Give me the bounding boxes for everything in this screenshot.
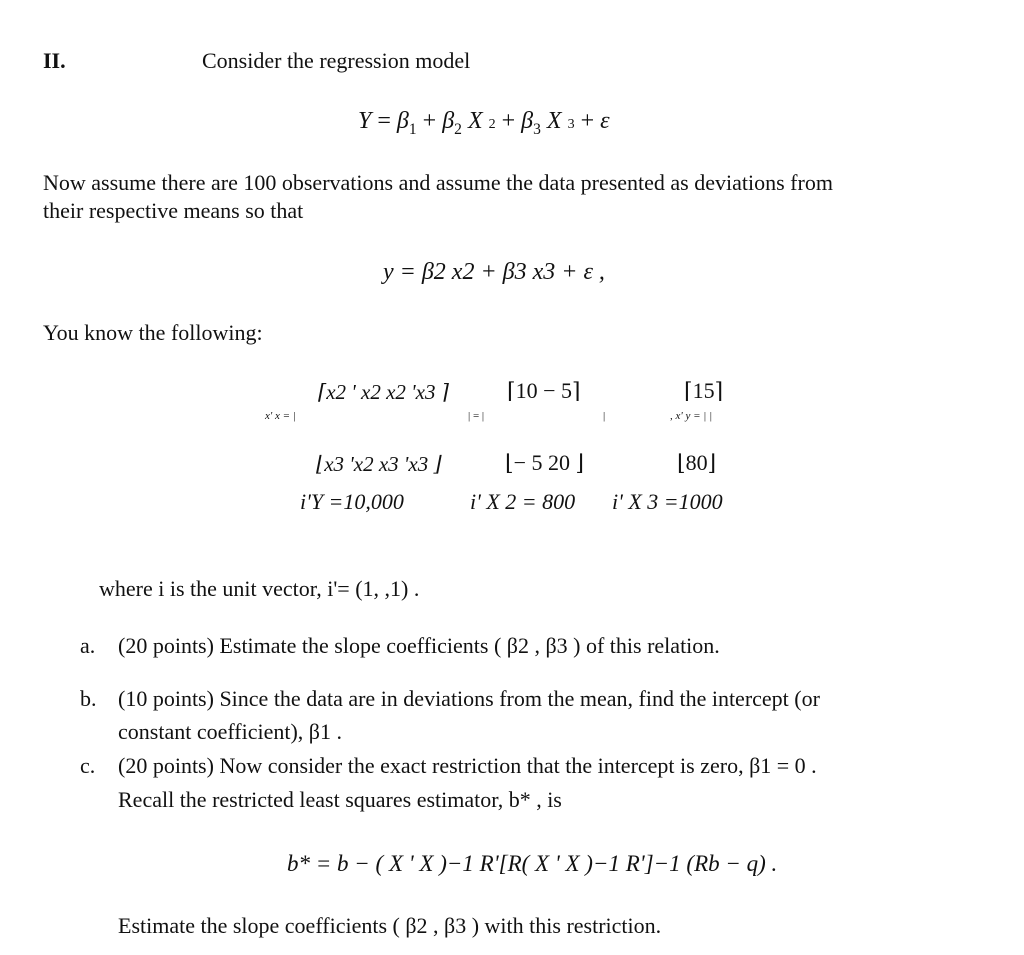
para1-line2: their respective means so that <box>43 198 304 223</box>
para1-line1: Now assume there are 100 observations and assume the data presented as deviations from <box>43 170 833 195</box>
item-c-text2: Recall the restricted least squares estimator, b* , is <box>118 787 562 812</box>
xy-label: , x' y = | | <box>670 410 713 422</box>
matrix-num-row1: ⌈10 − 5⌉ <box>507 378 581 403</box>
item-b-text2: constant coefficient), β1 . <box>118 719 342 744</box>
eq-lhs: Y <box>358 108 372 134</box>
eq-beta2-sub: 2 <box>454 120 462 138</box>
item-c-text: (20 points) Now consider the exact restriction that the intercept is zero, β1 = 0 . <box>118 753 817 778</box>
sum-iy: i'Y =10,000 <box>300 489 404 514</box>
final-line: Estimate the slope coefficients ( β2 , β3 ) with this restriction. <box>118 913 662 938</box>
where-line: where i is the unit vector, i'= (1, ,1) . <box>99 576 420 601</box>
item-a-text: (20 points) Estimate the slope coefficients ( β2 , β3 ) of this relation. <box>118 633 720 658</box>
eq-beta1: β <box>396 108 409 134</box>
eq-beta1-sub: 1 <box>408 120 417 138</box>
eq-x2: X <box>467 108 483 134</box>
item-a-label: a. <box>80 633 96 658</box>
eq-plus1: + <box>422 108 437 134</box>
section-number: II. <box>43 48 66 73</box>
xx-label: x' x = | <box>265 410 296 422</box>
eq-x3: X <box>546 108 562 134</box>
eq-plus2: + <box>501 108 516 134</box>
eq-x2-sub: 2 <box>488 117 496 132</box>
matrix-xx-row1: ⌈x2 ' x2 x2 'x3 ⌉ <box>318 380 449 404</box>
item-b-text: (10 points) Since the data are in deviations from the mean, find the intercept (or <box>118 686 820 711</box>
item-b-label: b. <box>80 686 97 711</box>
matrix-num-bar: | <box>603 410 606 422</box>
sum-ix3: i' X 3 =1000 <box>612 489 723 514</box>
matrix-xy-row1: ⌈15⌉ <box>684 378 724 403</box>
matrix-xy-row2: ⌊80⌋ <box>677 450 717 475</box>
sum-ix2: i' X 2 = 800 <box>470 489 576 514</box>
eq-epsilon: ε <box>600 108 610 134</box>
rls-equation: b* = b − ( X ' X )−1 R'[R( X ' X )−1 R']−1 (Rb − q) . <box>287 851 778 876</box>
eq-beta3-sub: 3 <box>533 120 541 138</box>
eq-beta3: β <box>521 108 534 134</box>
deviation-equation: y = β2 x2 + β3 x3 + ε , <box>383 259 605 285</box>
know-line: You know the following: <box>43 320 263 345</box>
eq-beta2: β <box>442 108 455 134</box>
matrix-num-row2: ⌊− 5 20 ⌋ <box>505 450 585 475</box>
eq-x3-sub: 3 <box>567 117 575 132</box>
model-equation <box>358 107 610 144</box>
item-c-label: c. <box>80 753 96 778</box>
eq-equals: = <box>377 108 391 134</box>
matrix-eq-mid: | = | <box>468 410 485 422</box>
eq-plus3: + <box>580 108 595 134</box>
section-intro: Consider the regression model <box>202 48 471 73</box>
matrix-xx-row2: ⌊x3 'x2 x3 'x3 ⌋ <box>316 452 442 476</box>
